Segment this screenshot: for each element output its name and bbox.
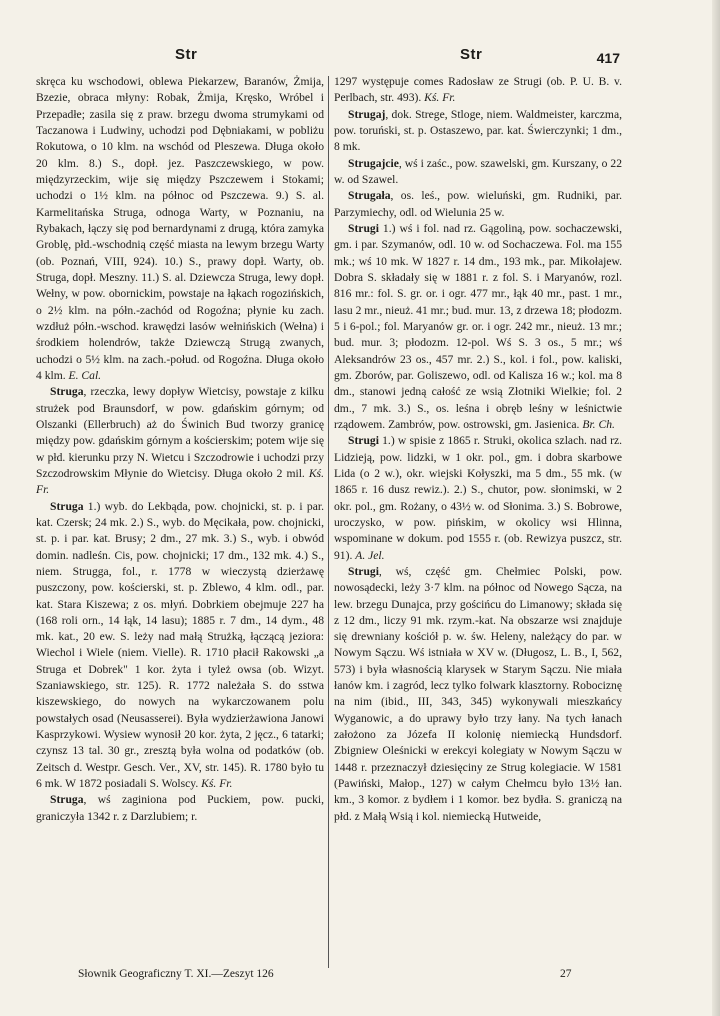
entry-paragraph — [36, 499, 324, 793]
entry-body: 1.) wyb. do Lekbąda, pow. chojnicki, st. p. i par. kat. Czersk; 24 mk. 2.) S., wyb. do Męcikała, pow. chojnicki, st. p. i par. kat. Brusy; 2 dm., 27 mk. 3.) S., wyb. i obwód domin. nadleśn. Cis, pow. chojnicki; 17 dm., 132 mk. 4.) S., niem. Strugga, fol., r. 1778 w wieczystą dzierżawę puszczony, pow. kościerski, st. p. Zblewo, 4 klm. odl., par. kat. Stara Kiszewa; z os. młyń. Dobrkiem obejmuje 227 ha (168 roli orn., 14 łąk, 14 lasu); 1885 r. 7 dm., 14 dym., 48 mk. kat., 20 ew. S. leży nad małą Strużką, łączącą jeziora: Wiechol i Wiele (niem. Vielle). R. 1710 płacił Rakowski „a Struga et Dobrek" 1 kor. żyta i tyleż owsa (ob. Wizyt. Szaniawskiego, str. 125). R. 1772 należała S. do sstwa kiszewskiego, do nowych na wykarczowanem polu powstałych osad (Neusasserei). Była wydzierżawiona Janowi Kasprzykowi. Wysiew wynosił 20 kor. żyta, 2 jęcz., 6 tatarki; czynsz 13 tal. 30 gr., zresztą była wolna od podatków (ob. Zeitsch d. Westpr. Gesch. Ver., XV, str. 145). R. 1780 było tu 6 mk. W 1872 posiadali S. Wolscy. — [36, 499, 324, 791]
running-head-right: Str — [460, 46, 483, 63]
running-head-left: Str — [175, 46, 198, 63]
entry-body: , os. leś., pow. wieluński, gm. Rudniki, par. Parzymiechy, odl. od Wielunia 25 w. — [334, 189, 622, 219]
entry-paragraph — [36, 74, 324, 384]
entry-paragraph — [36, 792, 324, 825]
page-number: 417 — [596, 50, 620, 66]
column-divider — [328, 76, 329, 968]
entry-body: , wś, część gm. Chełmiec Polski, pow. nowosądecki, leży 3·7 klm. na północ od Nowego Sącza, na lew. brzegu Dunajca, przy gościńcu do Limanowy; składa się z 12 dm., liczy 91 mk. rzym.-kat. Na obszarze wsi znajduje się drewniany kościół p. w. św. Heleny, należący do par. w Nowym Sączu. Wś istniała w XV w. (Długosz, L. B., I, 562, 573) i była własnością klarysek w Starym Sączu. Nie miała łanów km. i zagród, lecz tylko folwark klasztorny. Robociznę na nim (ibid., III, 343, 345) wykonywali mieszkańcy Wyganowic, a do uprawy było trzy łany. Na tych łanach założono za Józefa II kolonię niemiecką Hundsdorf. Zbigniew Oleśnicki w erekcyi kolegiaty w Nowym Sączu w 1448 r. przeznaczył dziesięciny ze Strug kolegiacie. W 1581 (Pawiński, Małop., 127) w całym Chełmcu było 13½ łan. km., 3 komor. z bydłem i 1 komor. bez bydła. S. graniczą na płd. z Małą Wsią i kol. niemiecką Hutweide, — [334, 564, 622, 823]
entry-headword: Struga — [50, 499, 84, 513]
left-text-column — [36, 74, 324, 825]
entry-headword: Strugajcie — [348, 156, 399, 170]
entry-body: , wś zaginiona pod Puckiem, pow. pucki, graniczyła 1342 r. z Darzlubiem; r. — [36, 793, 324, 823]
entry-headword: Strugi — [348, 564, 379, 578]
author-signature: A. Jel. — [355, 548, 385, 562]
entry-paragraph — [334, 156, 622, 189]
entry-headword: Strugi — [348, 434, 379, 448]
entry-paragraph — [334, 433, 622, 564]
entry-headword: Strugała — [348, 189, 391, 203]
footer-signature-number: 27 — [560, 968, 572, 980]
footer-publication: Słownik Geograficzny T. XI.—Zeszyt 126 — [78, 968, 274, 980]
right-text-column — [334, 74, 622, 825]
author-signature: Kś. Fr. — [36, 466, 324, 497]
entry-body: skręca ku wschodowi, oblewa Piekarzew, Baranów, Żmija, Bzezie, obraca młyny: Robak, Żmija, Kręsko, Wróbel i Przepadłe; zasila się z praw. brzegu dwoma strumykami od Taczanowa i Ludwiny, uchodzi pod Dębniakami, w pobliżu Rokutowa, o 10 klm. na wschód od Pleszewa. Długa około 20 klm. 8.) S., dopł. jez. Paszczewskiego, w pow. międzyrzeckim, wije się między Pszczewem i Stokami; uchodzi o 1½ klm. na północ od Pszczewa. 9.) S. al. Karmelitańska Struga, odnoga Warty, w Poznaniu, na Rybakach, łączy się pod bernardynami z drugą, która zamyka Groblę, płd.-wschodnią część miasta na lewym brzegu Warty (ob. Poznań, VIII, 924). 10.) S., prawy dopł. Warty, ob. Struga, dopł. Meszny. 11.) S. al. Dziewcza Struga, lewy dopł. Wełny, w pow. obornickim, powstaje na łąkach rogozińskich, o 2½ klm. na półn.-zachód od Rogoźna; płynie ku zach. wzdłuż półn.-wschod. krawędzi lasów wełnińskich (Wełna) i środkiem holendrów, także Dziewczą Strugą zwanych, uchodzi o 5½ klm. na zach.-połud. od Rogoźna. Długa około 4 klm. — [36, 75, 324, 382]
entry-body: , rzeczka, lewy dopływ Wietcisy, powstaje z kilku strużek pod Braunsdorf, w pow. gdańskim górnym; od Olszanki (Ellerbruch) aż do Świnich Bud tworzy granicę między pow. gdańskim górnym a kościerskim; potem wije się w płd. kierunku przy N. Wietcu i Szczodrowie i uchodzi przy Szczodrowskim Młynie do Wietcisy. Długa około 2 mil. — [36, 385, 324, 480]
entry-paragraph — [334, 188, 622, 221]
entry-body: 1297 występuje comes Radosław ze Strugi (ob. P. U. B. v. Perlbach, str. 493). — [334, 75, 622, 105]
author-signature: E. Cal. — [68, 368, 102, 382]
entry-paragraph — [36, 384, 324, 498]
entry-body: 1.) w spisie z 1865 r. Struki, okolica szlach. nad rz. Lidzieją, pow. lidzki, w 1 okr. pol., gm. i dobra skarbowe Lida (o 2 w.), okr. wiejski Kołyszki, ma 5 dm., 55 mk. (w 1865 r. 16 dusz rewiz.). 2.) S., chutor, pow. słonimski, w 2 okr. pol., gm. Rożany, o 43½ w. od Słonima. 3.) S. Bobrowe, uroczysko, w pow. pińskim, w okolicy wsi Hlinna, wspominane w dokum. pod 1555 r. (ob. Rewizya puszcz, str. 91). — [334, 434, 622, 562]
entry-body: 1.) wś i fol. nad rz. Gągoliną, pow. sochaczewski, gm. i par. Szymanów, odl. 10 w. od Sochaczewa. Fol. ma 155 mk.; wś 10 mk. W 1827 r. 14 dm., 193 mk., par. Mikołajew. Dobra S. składały się w 1881 r. z fol. S. i Maryanów, rozl. 816 mr.: fol. S. gr. or. i ogr. 477 mr., łąk 40 mr., past. 1 mr., lasu 2 mr., nieuż. 41 mr.; bud. mur. 13, z drzewa 18; płodozm. 5 i 6-pol.; fol. Maryanów gr. or. i ogr. 242 mr., nieuż. 13 mr.; bud. mur. 3; płodozm. 12-pol. Wś S. 3 os., 5 mr.; wś Aleksandrów 23 os., 457 mr. 2.) S., kol. i fol., pow. kaliski, gm. Zborów, par. Goliszewo, odl. od Kalisza 16 w.; kol. ma 8 dm., stanowi jedną całość ze wsią Złotniki Wielkie; fol. 2 dm., 7 mk. 3.) S., os. leśna i obręb leśny w leśnictwie rządowem. Zambrów, pow. ostrowski, gm. Jasienica. — [334, 221, 622, 431]
entry-headword: Strugi — [348, 221, 379, 235]
author-signature: Br. Ch. — [582, 417, 615, 431]
entry-paragraph — [334, 107, 622, 156]
author-signature: Kś. Fr. — [201, 777, 233, 791]
entry-headword: Strugaj — [348, 107, 386, 121]
entry-headword: Struga — [50, 793, 84, 807]
entry-paragraph — [334, 74, 622, 107]
entry-paragraph — [334, 564, 622, 825]
scan-edge-shadow — [712, 0, 720, 1016]
entry-headword: Struga — [50, 385, 84, 399]
entry-body: , wś i zaśc., pow. szawelski, gm. Kurszany, o 22 w. od Szawel. — [334, 156, 622, 186]
entry-body: , dok. Strege, Stloge, niem. Waldmeister, karczma, pow. toruński, st. p. Ostaszewo, par. kat. Świerczynki; 1 dm., 8 mk. — [334, 107, 622, 154]
entry-paragraph — [334, 221, 622, 433]
author-signature: Kś. Fr. — [424, 91, 456, 105]
